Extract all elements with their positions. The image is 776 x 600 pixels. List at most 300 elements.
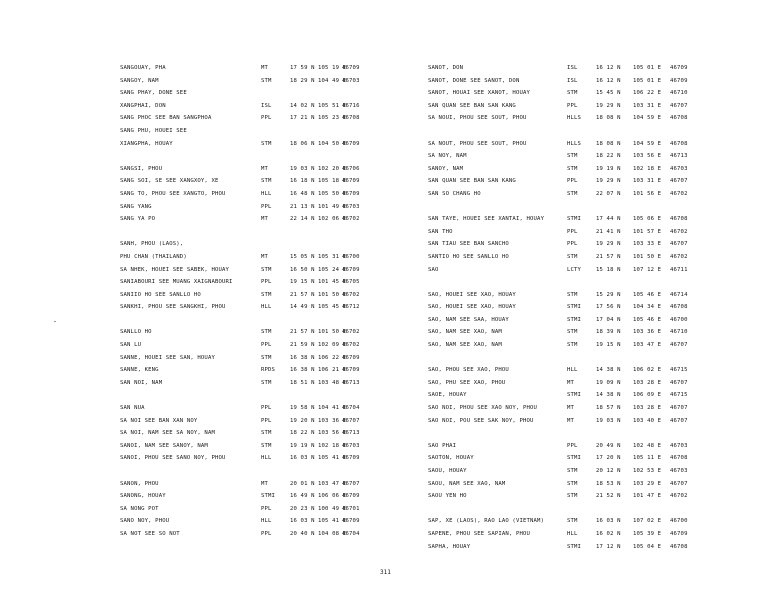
latitude: 18 29 N bbox=[290, 77, 315, 84]
entry-name: SANH, PHOU (LAOS), bbox=[120, 241, 184, 248]
latitude: 21 59 N bbox=[290, 342, 315, 349]
entry-name: SA NOI, NAM SEE SA NOY, NAM bbox=[120, 430, 215, 437]
latitude: 17 44 N bbox=[596, 216, 621, 223]
entry-name: SANKHI, PHOU SEE SANGKHI, PHOU bbox=[120, 304, 226, 311]
map-reference: 46701 bbox=[342, 505, 360, 512]
latitude: 21 57 N bbox=[596, 253, 621, 260]
map-reference: 46709 bbox=[342, 178, 360, 185]
longitude: 102 06 E bbox=[318, 216, 347, 223]
gazetteer-entry bbox=[428, 515, 692, 528]
entry-name: SAN THO bbox=[428, 228, 453, 235]
entry-name: SANG YANG bbox=[120, 203, 152, 210]
latitude: 18 51 N bbox=[290, 379, 315, 386]
gazetteer-entry bbox=[428, 100, 692, 113]
gazetteer-entry bbox=[428, 440, 692, 453]
gazetteer-entry bbox=[118, 87, 356, 100]
feature-code: ISL bbox=[261, 102, 272, 109]
map-reference: 46703 bbox=[342, 77, 360, 84]
feature-code: HLL bbox=[261, 518, 272, 525]
longitude: 106 09 E bbox=[633, 392, 662, 399]
map-reference: 46703 bbox=[670, 165, 688, 172]
feature-code: STM bbox=[261, 178, 272, 185]
latitude: 17 56 N bbox=[596, 304, 621, 311]
latitude: 15 45 N bbox=[596, 90, 621, 97]
gazetteer-entry bbox=[118, 75, 360, 88]
map-reference: 46716 bbox=[342, 102, 360, 109]
latitude: 18 22 N bbox=[290, 430, 315, 437]
latitude: 20 23 N bbox=[290, 505, 315, 512]
latitude: 15 18 N bbox=[596, 266, 621, 273]
gazetteer-entry bbox=[428, 490, 692, 503]
feature-code: STM bbox=[567, 153, 578, 160]
gazetteer-entry bbox=[428, 87, 692, 100]
latitude: 17 12 N bbox=[596, 543, 621, 550]
map-reference: 46715 bbox=[670, 392, 688, 399]
left-column bbox=[118, 62, 360, 541]
entry-name: SAN NUA bbox=[120, 405, 145, 412]
entry-spacer bbox=[118, 465, 356, 478]
entry-name: SAP, XE (LAOS), RAO LAO (VIETNAM) bbox=[428, 518, 545, 525]
feature-code: STMI bbox=[567, 316, 582, 323]
feature-code: PPL bbox=[261, 505, 272, 512]
latitude: 17 04 N bbox=[596, 316, 621, 323]
longitude: 101 49 E bbox=[318, 203, 347, 210]
feature-code: MT bbox=[261, 480, 269, 487]
gazetteer-entry bbox=[428, 339, 692, 352]
entry-spacer bbox=[118, 226, 356, 239]
latitude: 16 18 N bbox=[290, 178, 315, 185]
feature-code: STMI bbox=[567, 216, 582, 223]
feature-code: STM bbox=[567, 90, 578, 97]
map-reference: 46708 bbox=[670, 140, 688, 147]
entry-name: SA NOI SEE BAN XAN NOY bbox=[120, 417, 198, 424]
map-reference: 46709 bbox=[342, 354, 360, 361]
entry-name: SANG YA PO bbox=[120, 216, 156, 223]
feature-code: PPL bbox=[261, 530, 272, 537]
latitude: 16 49 N bbox=[290, 493, 315, 500]
map-reference: 46707 bbox=[670, 480, 688, 487]
entry-name: SAOU, HOUAY bbox=[428, 468, 467, 474]
entry-name: SAO bbox=[428, 266, 439, 273]
latitude: 19 20 N bbox=[290, 417, 315, 424]
entry-name: SAO, PHOU SEE XAO, PHOU bbox=[428, 367, 509, 374]
feature-code: STM bbox=[567, 190, 578, 197]
map-reference: 46710 bbox=[670, 329, 688, 336]
longitude: 102 20 E bbox=[318, 165, 347, 172]
feature-code: STMI bbox=[567, 304, 582, 311]
feature-code: STM bbox=[261, 379, 272, 386]
feature-code: PPL bbox=[567, 228, 578, 235]
feature-code: STM bbox=[567, 480, 578, 487]
latitude: 21 41 N bbox=[596, 228, 621, 235]
gazetteer-entry bbox=[118, 478, 360, 491]
map-reference: 46708 bbox=[342, 115, 360, 122]
longitude: 104 34 E bbox=[633, 304, 662, 311]
latitude: 16 12 N bbox=[596, 77, 621, 84]
gazetteer-entry bbox=[428, 326, 692, 339]
gazetteer-entry bbox=[428, 415, 692, 428]
entry-name: SAN QUAN SEE BAN SAN KANG bbox=[428, 178, 516, 185]
longitude: 104 08 E bbox=[318, 530, 347, 537]
latitude: 19 15 N bbox=[290, 279, 315, 286]
feature-code: PPL bbox=[567, 442, 578, 449]
gazetteer-entry bbox=[118, 352, 360, 365]
map-reference: 46713 bbox=[342, 430, 360, 437]
map-reference: 46709 bbox=[342, 266, 360, 273]
map-reference: 46715 bbox=[670, 367, 688, 374]
feature-code: HLL bbox=[261, 304, 272, 311]
map-reference: 46707 bbox=[670, 178, 688, 185]
map-reference: 46703 bbox=[670, 468, 688, 474]
latitude: 17 20 N bbox=[596, 455, 621, 462]
gazetteer-entry bbox=[118, 62, 360, 75]
entry-spacer bbox=[428, 201, 692, 214]
gazetteer-entry bbox=[428, 150, 692, 163]
entry-name: SANOI, NAM SEE SANOY, NAM bbox=[120, 442, 208, 449]
feature-code: STM bbox=[261, 329, 272, 336]
gazetteer-entry bbox=[428, 301, 692, 314]
latitude: 17 21 N bbox=[290, 115, 315, 122]
longitude: 101 45 E bbox=[318, 279, 347, 286]
entry-name: SA NOT SEE SO NOT bbox=[120, 530, 180, 537]
gazetteer-entry bbox=[118, 339, 360, 352]
feature-code: PPL bbox=[261, 115, 272, 122]
map-reference: 46702 bbox=[670, 228, 688, 235]
feature-code: RPDS bbox=[261, 367, 276, 374]
longitude: 103 29 E bbox=[633, 480, 662, 487]
gazetteer-entry bbox=[118, 125, 356, 138]
longitude: 105 01 E bbox=[633, 65, 662, 71]
latitude: 19 19 N bbox=[290, 442, 315, 449]
entry-name: SAO PHAI bbox=[428, 442, 457, 449]
entry-name: SANOI, PHOU SEE SANO NOY, PHOU bbox=[120, 455, 226, 462]
feature-code: MT bbox=[261, 216, 269, 223]
feature-code: HLL bbox=[261, 455, 272, 462]
map-reference: 46709 bbox=[342, 140, 360, 147]
latitude: 20 01 N bbox=[290, 480, 315, 487]
gazetteer-entry bbox=[428, 112, 692, 125]
entry-name: SAN QUAN SEE BAN SAN KANG bbox=[428, 102, 516, 109]
latitude: 14 49 N bbox=[290, 304, 315, 311]
gazetteer-entry bbox=[428, 289, 692, 302]
gazetteer-entry bbox=[118, 213, 360, 226]
latitude: 20 49 N bbox=[596, 442, 621, 449]
gazetteer-entry bbox=[118, 251, 360, 264]
entry-name: SAO, NAM SEE XAO, NAM bbox=[428, 342, 502, 349]
longitude: 102 18 E bbox=[633, 165, 662, 172]
gazetteer-entry bbox=[118, 452, 360, 465]
longitude: 105 18 E bbox=[318, 178, 347, 185]
gazetteer-entry bbox=[428, 175, 692, 188]
latitude: 18 53 N bbox=[596, 480, 621, 487]
map-reference: 46707 bbox=[670, 405, 688, 412]
gazetteer-entry bbox=[118, 377, 360, 390]
map-reference: 46703 bbox=[670, 442, 688, 449]
longitude: 105 39 E bbox=[633, 530, 662, 537]
latitude: 16 03 N bbox=[596, 518, 621, 525]
page-number: 311 bbox=[380, 569, 391, 576]
latitude: 18 06 N bbox=[290, 140, 315, 147]
longitude: 105 45 E bbox=[318, 304, 347, 311]
longitude: 103 40 E bbox=[633, 417, 662, 424]
latitude: 21 57 N bbox=[290, 291, 315, 298]
feature-code: STM bbox=[567, 329, 578, 336]
longitude: 103 47 E bbox=[633, 342, 662, 349]
longitude: 105 41 E bbox=[318, 455, 347, 462]
gazetteer-entry bbox=[118, 112, 360, 125]
map-reference: 46709 bbox=[342, 367, 360, 374]
feature-code: MT bbox=[567, 379, 575, 386]
entry-name: PHU CHAN (THAILAND) bbox=[120, 253, 187, 260]
map-reference: 46706 bbox=[342, 165, 360, 172]
gazetteer-entry bbox=[428, 138, 692, 151]
entry-name: SANG TO, PHOU SEE XANGTO, PHOU bbox=[120, 190, 226, 197]
latitude: 20 40 N bbox=[290, 530, 315, 537]
longitude: 106 22 E bbox=[318, 354, 347, 361]
longitude: 101 50 E bbox=[318, 291, 347, 298]
latitude: 16 03 N bbox=[290, 518, 315, 525]
longitude: 106 22 E bbox=[633, 90, 662, 97]
map-reference: 46711 bbox=[670, 266, 688, 273]
feature-code: STM bbox=[261, 430, 272, 437]
longitude: 101 50 E bbox=[633, 253, 662, 260]
map-reference: 46705 bbox=[342, 279, 360, 286]
entry-name: SAN LU bbox=[120, 342, 142, 349]
longitude: 105 06 E bbox=[633, 216, 662, 223]
latitude: 19 03 N bbox=[596, 417, 621, 424]
entry-name: SA NONG POT bbox=[120, 505, 159, 512]
entry-name: SAN NOI, NAM bbox=[120, 379, 163, 386]
feature-code: STM bbox=[261, 140, 272, 147]
feature-code: PPL bbox=[567, 241, 578, 248]
map-reference: 46702 bbox=[342, 329, 360, 336]
latitude: 18 39 N bbox=[596, 329, 621, 336]
feature-code: PPL bbox=[261, 417, 272, 424]
entry-name: SANG SOI, SE SEE XANGXOY, XE bbox=[120, 178, 219, 185]
gazetteer-entry bbox=[428, 452, 692, 465]
latitude: 19 58 N bbox=[290, 405, 315, 412]
entry-name: SA NOY, NAM bbox=[428, 153, 467, 160]
entry-name: SAOE, HOUAY bbox=[428, 392, 467, 399]
longitude: 105 24 E bbox=[318, 266, 347, 273]
gazetteer-entry bbox=[428, 402, 692, 415]
gazetteer-entry bbox=[118, 415, 360, 428]
map-reference: 46710 bbox=[670, 90, 688, 97]
gazetteer-entry bbox=[118, 503, 360, 516]
longitude: 103 47 E bbox=[318, 480, 347, 487]
gazetteer-entry bbox=[118, 301, 360, 314]
latitude: 14 38 N bbox=[596, 392, 621, 399]
entry-spacer bbox=[428, 125, 692, 138]
entry-name: SANOY, NAM bbox=[428, 165, 464, 172]
feature-code: STM bbox=[261, 291, 272, 298]
map-reference: 46713 bbox=[670, 153, 688, 160]
latitude: 22 07 N bbox=[596, 190, 621, 197]
gazetteer-entry bbox=[428, 377, 692, 390]
latitude: 19 15 N bbox=[596, 342, 621, 349]
latitude: 16 50 N bbox=[290, 266, 315, 273]
map-reference: 46708 bbox=[670, 304, 688, 311]
entry-name: SANG PHAY, DONE SEE bbox=[120, 90, 187, 97]
entry-name: SAO, PHU SEE XAO, PHOU bbox=[428, 379, 506, 386]
feature-code: PPL bbox=[261, 279, 272, 286]
latitude: 22 14 N bbox=[290, 216, 315, 223]
longitude: 102 53 E bbox=[633, 468, 662, 474]
feature-code: MT bbox=[567, 405, 575, 412]
longitude: 101 56 E bbox=[633, 190, 662, 197]
map-reference: 46714 bbox=[670, 291, 688, 298]
map-reference: 46702 bbox=[342, 216, 360, 223]
entry-name: SA NOUI, PHOU SEE SOUT, PHOU bbox=[428, 115, 527, 122]
entry-name: SANG PHU, HOUEI SEE bbox=[120, 127, 187, 134]
feature-code: STM bbox=[261, 442, 272, 449]
longitude: 107 02 E bbox=[633, 518, 662, 525]
longitude: 105 23 E bbox=[318, 115, 347, 122]
feature-code: MT bbox=[261, 65, 269, 71]
map-reference: 46708 bbox=[670, 216, 688, 223]
longitude: 103 56 E bbox=[318, 430, 347, 437]
gazetteer-entry bbox=[428, 62, 692, 75]
longitude: 104 50 E bbox=[318, 140, 347, 147]
entry-spacer bbox=[428, 503, 692, 516]
entry-name: SANNE, KENG bbox=[120, 367, 159, 374]
feature-code: HLL bbox=[567, 530, 578, 537]
gazetteer-entry bbox=[118, 528, 360, 541]
entry-name: SAPHA, HOUAY bbox=[428, 543, 471, 550]
entry-name: SAO, HOUEI SEE XAO, HOUAY bbox=[428, 291, 516, 298]
map-reference: 46707 bbox=[342, 480, 360, 487]
longitude: 105 41 E bbox=[318, 518, 347, 525]
latitude: 14 02 N bbox=[290, 102, 315, 109]
longitude: 100 49 E bbox=[318, 505, 347, 512]
gazetteer-entry bbox=[428, 314, 692, 327]
feature-code: STM bbox=[567, 291, 578, 298]
gazetteer-entry bbox=[428, 226, 692, 239]
map-reference: 46702 bbox=[670, 190, 688, 197]
entry-name: SAOU, NAM SEE XAO, NAM bbox=[428, 480, 506, 487]
longitude: 102 48 E bbox=[633, 442, 662, 449]
longitude: 105 46 E bbox=[633, 291, 662, 298]
longitude: 105 19 E bbox=[318, 65, 347, 71]
latitude: 18 08 N bbox=[596, 115, 621, 122]
map-reference: 46702 bbox=[342, 342, 360, 349]
latitude: 21 52 N bbox=[596, 493, 621, 500]
entry-name: SAN TAYE, HOUEI SEE XANTAI, HOUAY bbox=[428, 216, 545, 223]
entry-spacer bbox=[118, 389, 356, 402]
map-reference: 46709 bbox=[670, 77, 688, 84]
entry-name: SANON, PHOU bbox=[120, 480, 159, 487]
map-reference: 46708 bbox=[670, 543, 688, 550]
longitude: 105 46 E bbox=[633, 316, 662, 323]
entry-name: SAO NOI, POU SEE SAK NOY, PHOU bbox=[428, 417, 534, 424]
longitude: 105 01 E bbox=[633, 77, 662, 84]
entry-name: SANTIO HO SEE SANLLO HO bbox=[428, 253, 509, 260]
feature-code: ISL bbox=[567, 65, 578, 71]
map-reference: 46709 bbox=[670, 530, 688, 537]
feature-code: MT bbox=[261, 165, 269, 172]
gazetteer-entry bbox=[118, 326, 360, 339]
entry-name: SANLLO HO bbox=[120, 329, 152, 336]
entry-spacer bbox=[428, 276, 692, 289]
latitude: 19 19 N bbox=[596, 165, 621, 172]
feature-code: MT bbox=[261, 253, 269, 260]
entry-name: SANOT, DONE SEE SANOT, DON bbox=[428, 77, 520, 84]
latitude: 19 29 N bbox=[596, 241, 621, 248]
feature-code: LCTY bbox=[567, 266, 582, 273]
latitude: 21 57 N bbox=[290, 329, 315, 336]
latitude: 16 12 N bbox=[596, 65, 621, 71]
entry-name: XANGPHAI, DON bbox=[120, 102, 166, 109]
map-reference: 46707 bbox=[670, 342, 688, 349]
latitude: 16 03 N bbox=[290, 455, 315, 462]
gazetteer-entry bbox=[118, 427, 360, 440]
map-reference: 46708 bbox=[670, 115, 688, 122]
map-reference: 46702 bbox=[342, 291, 360, 298]
gazetteer-entry bbox=[428, 528, 692, 541]
gazetteer-entry bbox=[428, 163, 692, 176]
feature-code: ISL bbox=[567, 77, 578, 84]
map-reference: 46709 bbox=[342, 455, 360, 462]
longitude: 106 06 E bbox=[318, 493, 347, 500]
longitude: 104 59 E bbox=[633, 140, 662, 147]
gazetteer-entry bbox=[118, 402, 360, 415]
feature-code: PPL bbox=[261, 405, 272, 412]
latitude: 19 09 N bbox=[596, 379, 621, 386]
feature-code: PPL bbox=[567, 178, 578, 185]
gazetteer-entry bbox=[118, 188, 360, 201]
feature-code: HLLS bbox=[567, 140, 582, 147]
feature-code: PPL bbox=[261, 342, 272, 349]
feature-code: STMI bbox=[261, 493, 276, 500]
longitude: 105 31 E bbox=[318, 253, 347, 260]
feature-code: STM bbox=[261, 77, 272, 84]
entry-name: SANNE, HOUEI SEE SAN, HOUAY bbox=[120, 354, 215, 361]
map-reference: 46703 bbox=[342, 203, 360, 210]
longitude: 103 33 E bbox=[633, 241, 662, 248]
gazetteer-entry bbox=[428, 264, 692, 277]
entry-name: SAPENE, PHOU SEE SAPIAN, PHOU bbox=[428, 530, 531, 537]
entry-name: SAN SO CHANG HO bbox=[428, 190, 481, 197]
longitude: 103 56 E bbox=[633, 153, 662, 160]
gazetteer-entry bbox=[118, 515, 360, 528]
latitude: 19 03 N bbox=[290, 165, 315, 172]
gazetteer-entry bbox=[428, 465, 692, 478]
longitude: 103 28 E bbox=[633, 405, 662, 412]
map-reference: 46712 bbox=[342, 304, 360, 311]
gazetteer-entry bbox=[118, 201, 360, 214]
longitude: 103 36 E bbox=[633, 329, 662, 336]
gazetteer-entry bbox=[118, 364, 360, 377]
feature-code: STM bbox=[261, 354, 272, 361]
latitude: 15 05 N bbox=[290, 253, 315, 260]
feature-code: STM bbox=[261, 266, 272, 273]
entry-name: SA NOUT, PHOU SEE SOUT, PHOU bbox=[428, 140, 527, 147]
gazetteer-entry bbox=[428, 75, 692, 88]
right-column bbox=[428, 62, 692, 553]
gazetteer-entry bbox=[428, 213, 692, 226]
map-reference: 46707 bbox=[670, 417, 688, 424]
latitude: 15 29 N bbox=[596, 291, 621, 298]
feature-code: STM bbox=[567, 518, 578, 525]
map-reference: 46700 bbox=[342, 253, 360, 260]
longitude: 101 47 E bbox=[633, 493, 662, 500]
latitude: 19 29 N bbox=[596, 102, 621, 109]
entry-name: SAOU YEN HO bbox=[428, 493, 467, 500]
feature-code: HLL bbox=[261, 190, 272, 197]
feature-code: STM bbox=[567, 468, 578, 474]
longitude: 105 51 E bbox=[318, 102, 347, 109]
entry-name: SA NHEK, HOUEI SEE SABEK, HOUAY bbox=[120, 266, 230, 273]
